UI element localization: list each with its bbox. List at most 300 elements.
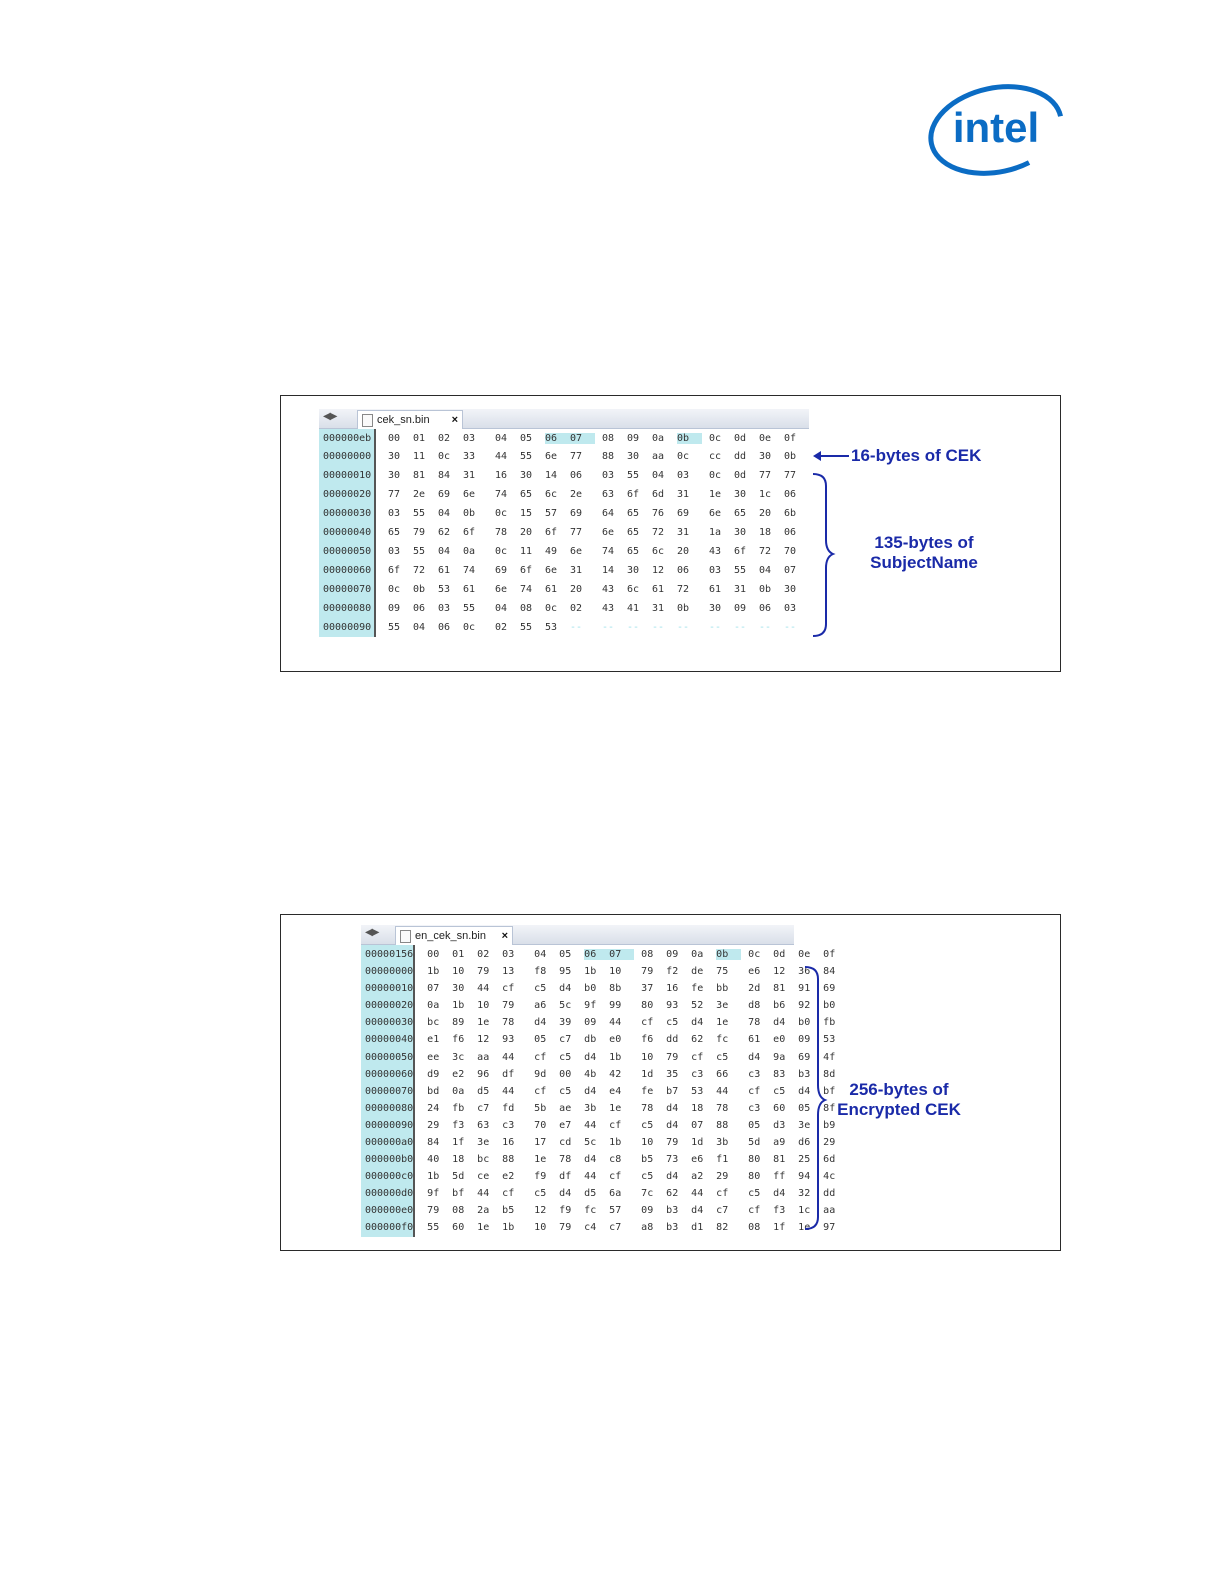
hex-byte[interactable]: 1b <box>452 1000 465 1012</box>
hex-byte[interactable]: f9 <box>559 1205 572 1217</box>
hex-byte[interactable]: 4c <box>823 1171 836 1183</box>
hex-byte[interactable]: de <box>691 966 704 978</box>
hex-byte[interactable]: d4 <box>798 1085 811 1097</box>
hex-byte[interactable]: d4 <box>773 1188 786 1200</box>
hex-byte[interactable]: 69 <box>798 1051 811 1063</box>
hex-byte[interactable]: c5 <box>641 1171 654 1183</box>
hex-byte[interactable]: b5 <box>641 1154 654 1166</box>
hex-byte[interactable]: 4f <box>823 1051 836 1063</box>
hex-byte[interactable]: d9 <box>427 1068 440 1080</box>
hex-byte[interactable]: d1 <box>691 1222 704 1234</box>
hex-byte[interactable]: c5 <box>748 1188 761 1200</box>
hex-byte[interactable]: a8 <box>641 1222 654 1234</box>
hex-byte[interactable]: c7 <box>559 1034 572 1046</box>
hex-byte[interactable]: 76 <box>652 508 665 519</box>
hex-byte[interactable]: 04 <box>759 565 772 576</box>
hex-byte[interactable]: e0 <box>773 1034 786 1046</box>
hex-byte[interactable]: 39 <box>559 1017 572 1029</box>
hex-byte[interactable]: 65 <box>734 508 747 519</box>
hex-byte[interactable]: 3e <box>716 1000 729 1012</box>
hex-byte[interactable]: b3 <box>798 1068 811 1080</box>
hex-byte[interactable]: d8 <box>748 1000 761 1012</box>
hex-byte[interactable]: 2e <box>570 489 583 500</box>
hex-byte[interactable]: 1b <box>427 966 440 978</box>
hex-byte[interactable]: 6d <box>652 489 665 500</box>
hex-byte[interactable]: f3 <box>452 1119 465 1131</box>
hex-byte[interactable]: 61 <box>709 584 722 595</box>
hex-byte[interactable]: d4 <box>773 1017 786 1029</box>
hex-byte[interactable]: 3b <box>716 1136 729 1148</box>
hex-byte[interactable]: 17 <box>534 1136 547 1148</box>
hex-byte[interactable]: 60 <box>452 1222 465 1234</box>
hex-byte[interactable]: 60 <box>773 1102 786 1114</box>
hex-byte[interactable]: cf <box>609 1171 622 1183</box>
hex-byte[interactable]: 30 <box>520 470 533 481</box>
hex-byte[interactable]: 0c <box>709 470 722 481</box>
hex-byte[interactable]: a6 <box>534 1000 547 1012</box>
hex-byte[interactable]: aa <box>477 1051 490 1063</box>
hex-byte[interactable]: b0 <box>823 1000 836 1012</box>
hex-byte[interactable]: 6e <box>709 508 722 519</box>
hex-byte[interactable]: 88 <box>716 1119 729 1131</box>
hex-byte[interactable]: 0c <box>677 451 690 462</box>
hex-byte[interactable]: cf <box>641 1017 654 1029</box>
hex-byte[interactable]: 10 <box>609 966 622 978</box>
hex-byte[interactable]: 15 <box>520 508 533 519</box>
hex-byte[interactable]: 03 <box>388 508 401 519</box>
hex-byte[interactable]: cf <box>502 983 515 995</box>
hex-byte[interactable]: 6f <box>545 527 558 538</box>
hex-byte[interactable]: fc <box>716 1034 729 1046</box>
hex-byte[interactable]: 0b <box>413 584 426 595</box>
hex-byte[interactable]: 0c <box>495 508 508 519</box>
hex-byte[interactable]: 30 <box>734 527 747 538</box>
hex-byte[interactable]: 6f <box>734 546 747 557</box>
hex-byte[interactable]: d4 <box>559 983 572 995</box>
hex-byte[interactable]: 78 <box>502 1017 515 1029</box>
hex-byte[interactable]: 69 <box>677 508 690 519</box>
hex-byte[interactable]: 29 <box>427 1119 440 1131</box>
hex-byte[interactable]: 6f <box>388 565 401 576</box>
hex-byte[interactable]: 77 <box>784 470 797 481</box>
hex-byte[interactable]: 36 <box>798 966 811 978</box>
hex-byte[interactable]: 62 <box>666 1188 679 1200</box>
hex-byte[interactable]: 30 <box>759 451 772 462</box>
hex-byte[interactable]: b9 <box>823 1119 836 1131</box>
hex-byte[interactable]: 4b <box>584 1068 597 1080</box>
hex-byte[interactable]: e1 <box>427 1034 440 1046</box>
hex-byte[interactable]: 44 <box>477 1188 490 1200</box>
hex-byte[interactable]: 42 <box>609 1068 622 1080</box>
hex-byte[interactable]: bc <box>427 1017 440 1029</box>
hex-byte[interactable]: 61 <box>748 1034 761 1046</box>
hex-byte[interactable]: bf <box>452 1188 465 1200</box>
nav-arrows-icon[interactable]: ◀▶ <box>365 927 379 938</box>
hex-byte[interactable]: cf <box>609 1119 622 1131</box>
hex-byte[interactable]: f6 <box>641 1034 654 1046</box>
hex-byte[interactable]: 74 <box>463 565 476 576</box>
hex-byte[interactable]: bf <box>823 1085 836 1097</box>
hex-byte[interactable]: 8b <box>609 983 622 995</box>
hex-byte[interactable]: 94 <box>798 1171 811 1183</box>
hex-byte[interactable]: 79 <box>641 966 654 978</box>
hex-byte[interactable]: c5 <box>534 983 547 995</box>
hex-byte[interactable]: 16 <box>666 983 679 995</box>
hex-byte[interactable]: 3e <box>798 1119 811 1131</box>
hex-byte[interactable]: 09 <box>641 1205 654 1217</box>
hex-byte[interactable]: c5 <box>559 1085 572 1097</box>
hex-byte[interactable]: 79 <box>666 1051 679 1063</box>
hex-byte[interactable]: 77 <box>570 451 583 462</box>
hex-byte[interactable]: -- <box>602 622 615 633</box>
hex-byte[interactable]: 03 <box>784 603 797 614</box>
hex-byte[interactable]: 29 <box>823 1136 836 1148</box>
hex-byte[interactable]: 3c <box>452 1051 465 1063</box>
hex-byte[interactable]: 33 <box>463 451 476 462</box>
hex-byte[interactable]: c7 <box>609 1222 622 1234</box>
hex-byte[interactable]: 07 <box>784 565 797 576</box>
hex-byte[interactable]: c5 <box>559 1051 572 1063</box>
hex-byte[interactable]: 0c <box>463 622 476 633</box>
hex-byte[interactable]: f9 <box>534 1171 547 1183</box>
hex-byte[interactable]: 65 <box>627 546 640 557</box>
hex-byte[interactable]: 0c <box>495 546 508 557</box>
hex-byte[interactable]: 16 <box>495 470 508 481</box>
hex-byte[interactable]: 12 <box>534 1205 547 1217</box>
hex-byte[interactable]: 1e <box>798 1222 811 1234</box>
hex-byte[interactable]: 1b <box>584 966 597 978</box>
hex-byte[interactable]: d5 <box>584 1188 597 1200</box>
hex-byte[interactable]: 00 <box>559 1068 572 1080</box>
hex-byte[interactable]: cf <box>534 1051 547 1063</box>
hex-byte[interactable]: 6e <box>463 489 476 500</box>
hex-byte[interactable]: b3 <box>666 1205 679 1217</box>
hex-byte[interactable]: b7 <box>666 1085 679 1097</box>
hex-byte[interactable]: ae <box>559 1102 572 1114</box>
hex-byte[interactable]: 14 <box>602 565 615 576</box>
hex-byte[interactable]: 6e <box>570 546 583 557</box>
hex-byte[interactable]: bd <box>427 1085 440 1097</box>
hex-byte[interactable]: cf <box>748 1085 761 1097</box>
hex-byte[interactable]: 35 <box>666 1068 679 1080</box>
hex-byte[interactable]: 53 <box>823 1034 836 1046</box>
hex-byte[interactable]: 53 <box>691 1085 704 1097</box>
hex-byte[interactable]: 05 <box>798 1102 811 1114</box>
hex-byte[interactable]: aa <box>652 451 665 462</box>
hex-byte[interactable]: 55 <box>520 622 533 633</box>
hex-byte[interactable]: 03 <box>438 603 451 614</box>
hex-byte[interactable]: b3 <box>666 1222 679 1234</box>
hex-byte[interactable]: cf <box>502 1188 515 1200</box>
hex-byte[interactable]: 1e <box>477 1222 490 1234</box>
hex-byte[interactable]: 2d <box>748 983 761 995</box>
nav-arrows-icon[interactable]: ◀▶ <box>323 411 337 422</box>
hex-byte[interactable]: d4 <box>666 1171 679 1183</box>
hex-byte[interactable]: 78 <box>559 1154 572 1166</box>
hex-byte[interactable]: fe <box>641 1085 654 1097</box>
hex-byte[interactable]: 80 <box>748 1171 761 1183</box>
hex-byte[interactable]: 0c <box>545 603 558 614</box>
hex-byte[interactable]: 08 <box>452 1205 465 1217</box>
hex-byte[interactable]: 69 <box>823 983 836 995</box>
hex-byte[interactable]: 0b <box>784 451 797 462</box>
hex-byte[interactable]: 06 <box>413 603 426 614</box>
hex-byte[interactable]: e0 <box>609 1034 622 1046</box>
hex-byte[interactable]: 44 <box>477 983 490 995</box>
hex-byte[interactable]: 1c <box>759 489 772 500</box>
hex-byte[interactable]: e2 <box>502 1171 515 1183</box>
hex-byte[interactable]: fc <box>584 1205 597 1217</box>
hex-byte[interactable]: 6f <box>520 565 533 576</box>
hex-byte[interactable]: b0 <box>798 1017 811 1029</box>
hex-byte[interactable]: 62 <box>438 527 451 538</box>
hex-byte[interactable]: c3 <box>691 1068 704 1080</box>
hex-byte[interactable]: d4 <box>666 1102 679 1114</box>
hex-byte[interactable]: 83 <box>773 1068 786 1080</box>
hex-byte[interactable]: 30 <box>388 451 401 462</box>
hex-byte[interactable]: 6e <box>545 565 558 576</box>
hex-byte[interactable]: 9f <box>427 1188 440 1200</box>
hex-byte[interactable]: 10 <box>477 1000 490 1012</box>
hex-byte[interactable]: 5b <box>534 1102 547 1114</box>
hex-byte[interactable]: c7 <box>716 1205 729 1217</box>
hex-byte[interactable]: 08 <box>748 1222 761 1234</box>
hex-byte[interactable]: e6 <box>691 1154 704 1166</box>
hex-byte[interactable]: d4 <box>691 1017 704 1029</box>
hex-byte[interactable]: aa <box>823 1205 836 1217</box>
hex-byte[interactable]: 92 <box>798 1000 811 1012</box>
hex-byte[interactable]: 9d <box>534 1068 547 1080</box>
hex-byte[interactable]: 04 <box>652 470 665 481</box>
hex-byte[interactable]: ff <box>773 1171 786 1183</box>
hex-byte[interactable]: 79 <box>666 1136 679 1148</box>
hex-byte[interactable]: 0b <box>677 603 690 614</box>
hex-byte[interactable]: 0b <box>759 584 772 595</box>
hex-byte[interactable]: 10 <box>452 966 465 978</box>
hex-byte[interactable]: 0d <box>734 470 747 481</box>
hex-byte[interactable]: 11 <box>413 451 426 462</box>
hex-byte[interactable]: 78 <box>495 527 508 538</box>
hex-byte[interactable]: 18 <box>691 1102 704 1114</box>
hex-byte[interactable]: 40 <box>427 1154 440 1166</box>
hex-byte[interactable]: 70 <box>534 1119 547 1131</box>
hex-byte[interactable]: 1e <box>477 1017 490 1029</box>
hex-byte[interactable]: e2 <box>452 1068 465 1080</box>
hex-byte[interactable]: 52 <box>691 1000 704 1012</box>
hex-byte[interactable]: 44 <box>584 1171 597 1183</box>
hex-byte[interactable]: 1d <box>641 1068 654 1080</box>
hex-byte[interactable]: -- <box>677 622 690 633</box>
hex-byte[interactable]: 53 <box>438 584 451 595</box>
hex-byte[interactable]: 5d <box>748 1136 761 1148</box>
hex-byte[interactable]: c8 <box>609 1154 622 1166</box>
hex-byte[interactable]: 31 <box>677 527 690 538</box>
hex-byte[interactable]: 55 <box>627 470 640 481</box>
hex-byte[interactable]: bb <box>716 983 729 995</box>
hex-byte[interactable]: 49 <box>545 546 558 557</box>
hex-byte[interactable]: 1a <box>709 527 722 538</box>
hex-byte[interactable]: 63 <box>602 489 615 500</box>
hex-byte[interactable]: cf <box>691 1051 704 1063</box>
hex-byte[interactable]: d4 <box>584 1051 597 1063</box>
hex-byte[interactable]: 32 <box>798 1188 811 1200</box>
hex-byte[interactable]: 06 <box>759 603 772 614</box>
hex-byte[interactable]: 03 <box>602 470 615 481</box>
hex-byte[interactable]: 1f <box>452 1136 465 1148</box>
hex-byte[interactable]: 80 <box>748 1154 761 1166</box>
hex-byte[interactable]: 44 <box>609 1017 622 1029</box>
hex-byte[interactable]: 07 <box>427 983 440 995</box>
hex-byte[interactable]: 24 <box>427 1102 440 1114</box>
hex-byte[interactable]: 84 <box>427 1136 440 1148</box>
hex-byte[interactable]: 44 <box>691 1188 704 1200</box>
hex-byte[interactable]: 93 <box>502 1034 515 1046</box>
hex-byte[interactable]: 61 <box>463 584 476 595</box>
hex-byte[interactable]: 5c <box>584 1136 597 1148</box>
hex-byte[interactable]: 30 <box>452 983 465 995</box>
hex-byte[interactable]: d4 <box>666 1119 679 1131</box>
hex-byte[interactable]: 53 <box>545 622 558 633</box>
hex-byte[interactable]: 65 <box>520 489 533 500</box>
hex-byte[interactable]: d4 <box>534 1017 547 1029</box>
hex-byte[interactable]: 75 <box>716 966 729 978</box>
hex-byte[interactable]: 44 <box>502 1085 515 1097</box>
hex-byte[interactable]: 55 <box>463 603 476 614</box>
hex-byte[interactable]: 6b <box>784 508 797 519</box>
hex-byte[interactable]: 43 <box>709 546 722 557</box>
hex-byte[interactable]: cd <box>559 1136 572 1148</box>
hex-byte[interactable]: cf <box>748 1205 761 1217</box>
hex-byte[interactable]: 0a <box>452 1085 465 1097</box>
hex-byte[interactable]: 6e <box>495 584 508 595</box>
hex-byte[interactable]: 20 <box>759 508 772 519</box>
hex-byte[interactable]: 9a <box>773 1051 786 1063</box>
hex-byte[interactable]: 03 <box>388 546 401 557</box>
hex-byte[interactable]: 78 <box>641 1102 654 1114</box>
hex-byte[interactable]: 12 <box>773 966 786 978</box>
hex-byte[interactable]: 55 <box>388 622 401 633</box>
hex-byte[interactable]: df <box>502 1068 515 1080</box>
hex-byte[interactable]: d3 <box>773 1119 786 1131</box>
hex-byte[interactable]: 30 <box>734 489 747 500</box>
hex-byte[interactable]: 62 <box>691 1034 704 1046</box>
hex-byte[interactable]: 03 <box>709 565 722 576</box>
hex-byte[interactable]: cf <box>716 1188 729 1200</box>
hex-byte[interactable]: 79 <box>427 1205 440 1217</box>
hex-byte[interactable]: 65 <box>627 527 640 538</box>
hex-byte[interactable]: 09 <box>388 603 401 614</box>
hex-byte[interactable]: 64 <box>602 508 615 519</box>
hex-byte[interactable]: 04 <box>438 508 451 519</box>
hex-byte[interactable]: 18 <box>452 1154 465 1166</box>
hex-byte[interactable]: 78 <box>748 1017 761 1029</box>
hex-byte[interactable]: 72 <box>652 527 665 538</box>
hex-byte[interactable]: -- <box>627 622 640 633</box>
hex-byte[interactable]: 1f <box>773 1222 786 1234</box>
hex-byte[interactable]: 66 <box>716 1068 729 1080</box>
hex-byte[interactable]: 74 <box>602 546 615 557</box>
hex-byte[interactable]: fe <box>691 983 704 995</box>
hex-byte[interactable]: 88 <box>602 451 615 462</box>
hex-byte[interactable]: 69 <box>570 508 583 519</box>
hex-byte[interactable]: c3 <box>748 1068 761 1080</box>
hex-byte[interactable]: c7 <box>477 1102 490 1114</box>
hex-byte[interactable]: d4 <box>748 1051 761 1063</box>
hex-byte[interactable]: 10 <box>534 1222 547 1234</box>
hex-byte[interactable]: 55 <box>734 565 747 576</box>
hex-byte[interactable]: 6a <box>609 1188 622 1200</box>
hex-byte[interactable]: 55 <box>413 546 426 557</box>
hex-byte[interactable]: 55 <box>427 1222 440 1234</box>
hex-byte[interactable]: fb <box>452 1102 465 1114</box>
hex-byte[interactable]: 6c <box>627 584 640 595</box>
hex-byte[interactable]: 0a <box>427 1000 440 1012</box>
hex-byte[interactable]: 06 <box>677 565 690 576</box>
hex-byte[interactable]: f3 <box>773 1205 786 1217</box>
hex-byte[interactable]: cf <box>534 1085 547 1097</box>
hex-byte[interactable]: 06 <box>784 489 797 500</box>
hex-byte[interactable]: 1e <box>534 1154 547 1166</box>
hex-byte[interactable]: 9f <box>584 1000 597 1012</box>
hex-byte[interactable]: 31 <box>570 565 583 576</box>
hex-byte[interactable]: 6f <box>627 489 640 500</box>
hex-byte[interactable]: 30 <box>784 584 797 595</box>
hex-byte[interactable]: 69 <box>495 565 508 576</box>
hex-byte[interactable]: 02 <box>570 603 583 614</box>
hex-byte[interactable]: 0b <box>463 508 476 519</box>
hex-byte[interactable]: 80 <box>641 1000 654 1012</box>
hex-byte[interactable]: 10 <box>641 1136 654 1148</box>
hex-byte[interactable]: 44 <box>502 1051 515 1063</box>
hex-byte[interactable]: 30 <box>627 451 640 462</box>
hex-byte[interactable]: 06 <box>570 470 583 481</box>
hex-byte[interactable]: 1e <box>709 489 722 500</box>
hex-byte[interactable]: -- <box>784 622 797 633</box>
hex-byte[interactable]: c3 <box>502 1119 515 1131</box>
hex-byte[interactable]: 1b <box>609 1051 622 1063</box>
hex-byte[interactable]: 55 <box>520 451 533 462</box>
hex-byte[interactable]: 09 <box>584 1017 597 1029</box>
hex-byte[interactable]: c5 <box>773 1085 786 1097</box>
hex-byte[interactable]: 0c <box>388 584 401 595</box>
hex-byte[interactable]: dd <box>823 1188 836 1200</box>
hex-byte[interactable]: 77 <box>570 527 583 538</box>
hex-byte[interactable]: 20 <box>570 584 583 595</box>
hex-byte[interactable]: -- <box>652 622 665 633</box>
hex-byte[interactable]: 74 <box>520 584 533 595</box>
hex-byte[interactable]: 31 <box>677 489 690 500</box>
hex-byte[interactable]: 16 <box>502 1136 515 1148</box>
hex-byte[interactable]: 43 <box>602 584 615 595</box>
hex-byte[interactable]: 97 <box>823 1222 836 1234</box>
hex-byte[interactable]: c5 <box>534 1188 547 1200</box>
hex-byte[interactable]: 95 <box>559 966 572 978</box>
hex-byte[interactable]: 70 <box>784 546 797 557</box>
hex-byte[interactable]: d4 <box>584 1085 597 1097</box>
hex-byte[interactable]: 44 <box>495 451 508 462</box>
hex-byte[interactable]: 3b <box>584 1102 597 1114</box>
hex-byte[interactable]: dd <box>666 1034 679 1046</box>
hex-byte[interactable]: 6e <box>602 527 615 538</box>
hex-byte[interactable]: 1e <box>716 1017 729 1029</box>
hex-byte[interactable]: 8d <box>823 1068 836 1080</box>
hex-byte[interactable]: c4 <box>584 1222 597 1234</box>
hex-byte[interactable]: 11 <box>520 546 533 557</box>
hex-byte[interactable]: 79 <box>477 966 490 978</box>
hex-byte[interactable]: e7 <box>559 1119 572 1131</box>
hex-byte[interactable]: c3 <box>748 1102 761 1114</box>
hex-byte[interactable]: 96 <box>477 1068 490 1080</box>
